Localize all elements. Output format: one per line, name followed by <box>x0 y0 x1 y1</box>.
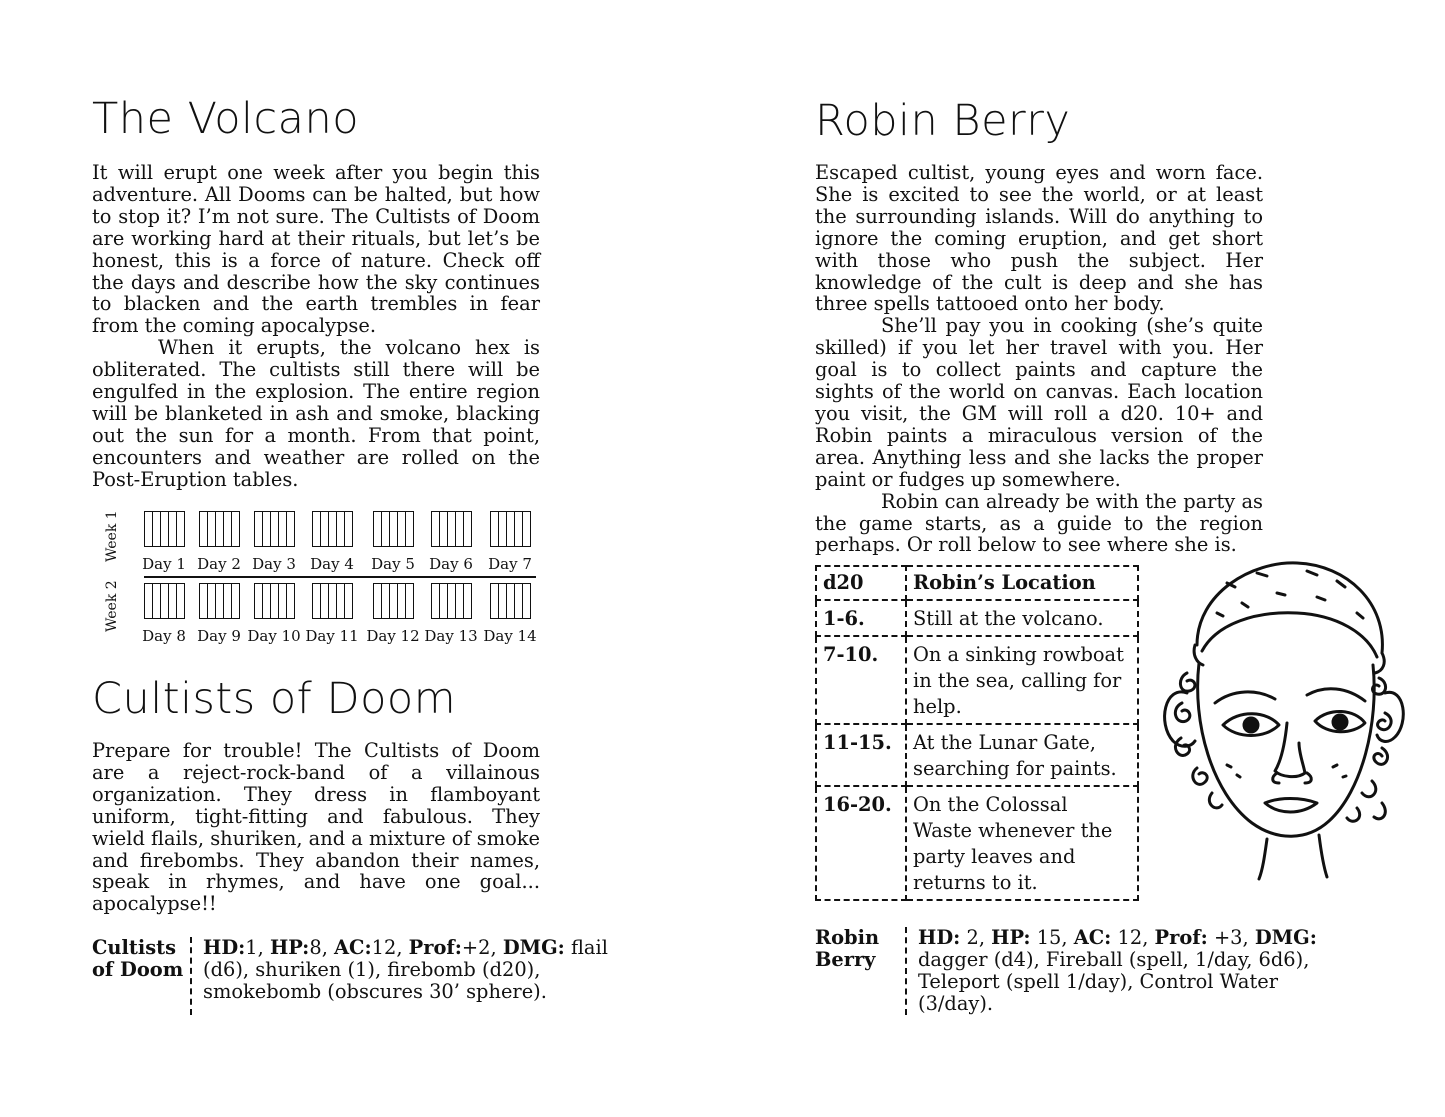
tally-boxes[interactable] <box>134 511 194 547</box>
tally-boxes[interactable] <box>189 511 249 547</box>
day-label: Day 2 <box>197 555 241 573</box>
tally-boxes[interactable] <box>480 583 540 619</box>
day-cell <box>480 511 540 573</box>
table-header-row <box>816 566 1138 600</box>
location-cell: On a sinking rowboat in the sea, calling for help. <box>906 636 1138 724</box>
stat-name: Cultists of Doom <box>92 936 184 981</box>
tally-boxes[interactable] <box>189 583 249 619</box>
tally-boxes[interactable] <box>244 583 304 619</box>
tally-boxes[interactable] <box>363 583 423 619</box>
tally-boxes[interactable] <box>421 583 481 619</box>
table-row <box>816 786 1138 900</box>
table-row <box>816 724 1138 786</box>
robin-heading: Robin Berry <box>815 96 1071 146</box>
stat-name: Robin Berry <box>815 926 880 971</box>
roll-cell: 16-20. <box>816 786 906 900</box>
day-label: Day 14 <box>483 627 537 645</box>
day-cell <box>134 583 194 645</box>
tally-boxes[interactable] <box>363 511 423 547</box>
volcano-paragraph-1: It will erupt one week after you begin this adventure. All Dooms can be halted, but how to stop it? I’m not sure. The Cultists of Doom are working hard at their rituals, but let’s be honest, this is a force of nature. Check off the days and describe how the sky continues to blacken and the earth trembles in fear from the coming apocalypse. <box>92 161 540 338</box>
tally-boxes[interactable] <box>302 511 362 547</box>
day-label: Day 3 <box>252 555 296 573</box>
day-cell <box>302 583 362 645</box>
day-cell <box>189 583 249 645</box>
location-table <box>815 565 1139 901</box>
cultists-stat-block <box>92 937 631 1015</box>
stat-values: HD: 2, HP: 15, AC: 12, Prof: +3, DMG: dagger (d4), Fireball (spell, 1/day, 6d6), Teleport (spell 1/day), Control Water (3/day). <box>905 927 1344 1015</box>
cultists-heading: Cultists of Doom <box>92 674 457 724</box>
volcano-paragraph-2: When it erupts, the volcano hex is obliterated. The cultists still there will be engulfed in the explosion. The entire region will be blanketed in ash and smoke, blacking out the sun for a month. From that point, encounters and weather are rolled on the Post-Eruption tables. <box>92 336 540 491</box>
day-tracker <box>92 505 542 645</box>
day-cell <box>189 511 249 573</box>
day-cell <box>363 583 423 645</box>
day-label: Day 9 <box>197 627 241 645</box>
roll-cell: 7-10. <box>816 636 906 724</box>
day-label: Day 12 <box>366 627 420 645</box>
cultists-paragraph-1: Prepare for trouble! The Cultists of Doom are a reject-rock-band of a villainous organization. They dress in flamboyant uniform, tight-fitting and fabulous. They wield flails, shuriken, and a mixture of smoke and firebombs. They abandon their names, speak in rhymes, and have one goal... apocalypse!! <box>92 739 540 916</box>
day-cell <box>244 583 304 645</box>
d20-header: d20 <box>816 566 906 600</box>
day-label: Day 4 <box>310 555 354 573</box>
location-cell: At the Lunar Gate, searching for paints. <box>906 724 1138 786</box>
cultists-text <box>92 740 540 915</box>
robin-text <box>815 161 1263 557</box>
day-cell <box>421 583 481 645</box>
robin-paragraph-3: Robin can already be with the party as the game starts, as a guide to the region perhaps. Or roll below to see where she is. <box>815 489 1263 557</box>
stat-values: HD:1, HP:8, AC:12, Prof:+2, DMG: flail (d6), shuriken (1), firebomb (d20), smokebomb (obscures 30’ sphere). <box>190 937 631 1015</box>
day-label: Day 7 <box>488 555 532 573</box>
tally-boxes[interactable] <box>421 511 481 547</box>
table-row <box>816 600 1138 636</box>
tally-boxes[interactable] <box>244 511 304 547</box>
day-label: Day 11 <box>305 627 359 645</box>
day-cell <box>134 511 194 573</box>
tally-boxes[interactable] <box>134 583 194 619</box>
table-row <box>816 636 1138 724</box>
robin-portrait-illustration <box>1157 553 1397 898</box>
robin-paragraph-2: She’ll pay you in cooking (she’s quite skilled) if you let her travel with you. Her goal is to collect paints and capture the sights of the world on canvas. Each location you visit, the GM will roll a d20. 10+ and Robin paints a miraculous version of the area. Anything less and she lacks the proper paint or fudges up somewhere. <box>815 314 1263 491</box>
day-label: Day 5 <box>371 555 415 573</box>
day-label: Day 8 <box>142 627 186 645</box>
tally-boxes[interactable] <box>302 583 362 619</box>
day-cell <box>244 511 304 573</box>
day-cell <box>302 511 362 573</box>
location-header: Robin’s Location <box>906 566 1138 600</box>
volcano-text <box>92 162 540 491</box>
week-divider <box>144 576 536 578</box>
roll-cell: 1-6. <box>816 600 906 636</box>
roll-cell: 11-15. <box>816 724 906 786</box>
robin-stat-block <box>815 927 1344 1015</box>
day-cell <box>421 511 481 573</box>
day-cell <box>480 583 540 645</box>
day-cell <box>363 511 423 573</box>
volcano-heading: The Volcano <box>92 94 360 144</box>
location-cell: Still at the volcano. <box>906 600 1138 636</box>
robin-paragraph-1: Escaped cultist, young eyes and worn face. She is excited to see the world, or at least the surrounding islands. Will do anything to ignore the coming eruption, and get short with those who push the subject. Her knowledge of the cult is deep and she has three spells tattooed onto her body. <box>815 161 1263 316</box>
week-1-label: Week 1 <box>104 510 120 562</box>
day-label: Day 10 <box>247 627 301 645</box>
day-label: Day 6 <box>429 555 473 573</box>
location-cell: On the Colossal Waste whenever the party leaves and returns to it. <box>906 786 1138 900</box>
tally-boxes[interactable] <box>480 511 540 547</box>
day-label: Day 1 <box>142 555 186 573</box>
day-label: Day 13 <box>424 627 478 645</box>
week-2-label: Week 2 <box>104 580 120 632</box>
